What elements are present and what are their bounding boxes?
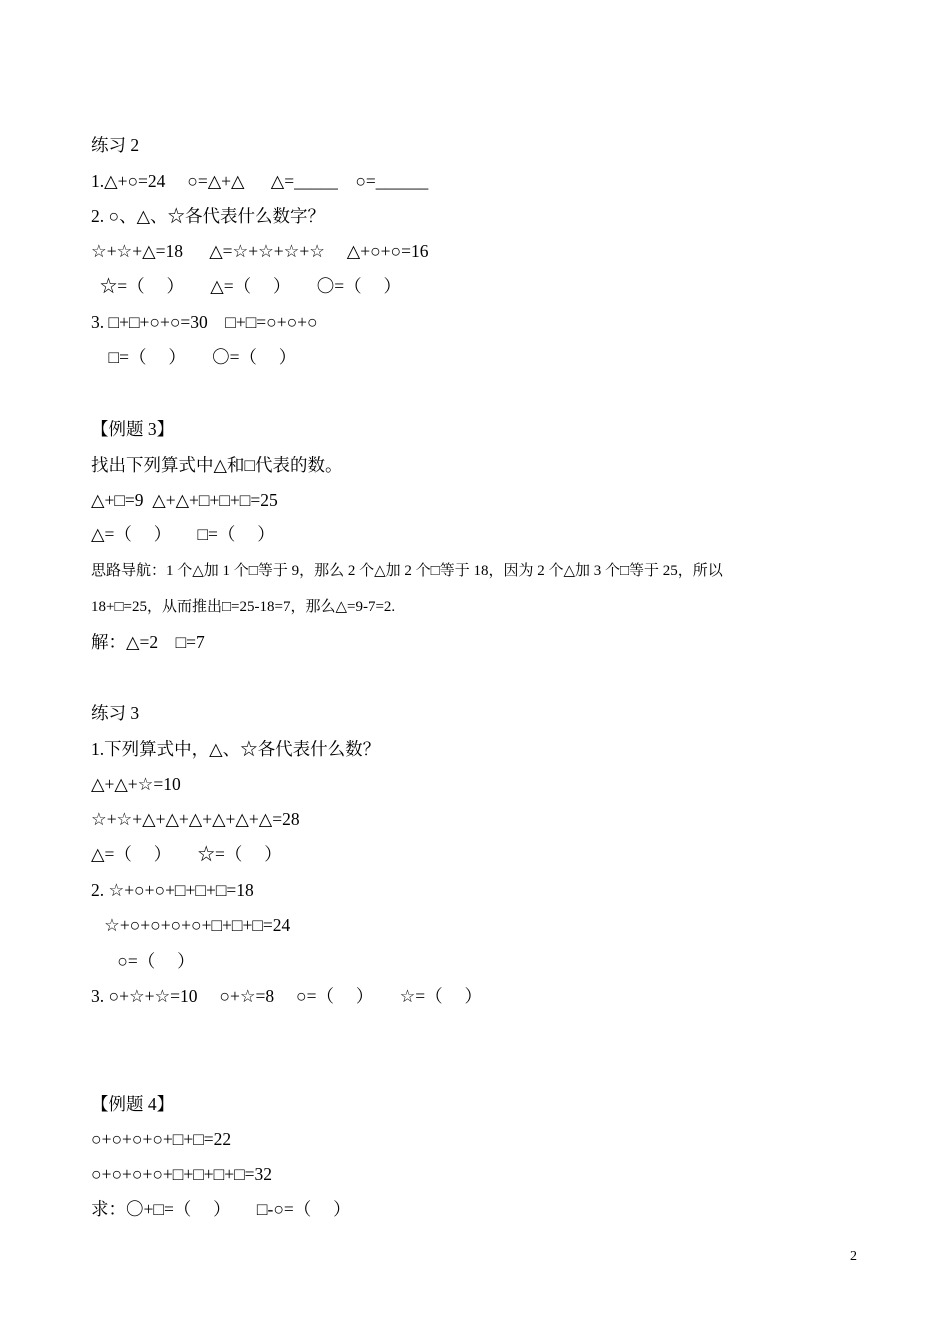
practice-2-question-1: 1.△+○=24 ○=△+△ △=_____ ○=______	[91, 171, 429, 191]
example-3-answers: △=（ ） □=（ ）	[91, 524, 275, 544]
example-4-equation-1: ○+○+○+○+□+□=22	[91, 1129, 232, 1149]
practice-3-question-1: 1.下列算式中，△、☆各代表什么数？	[91, 739, 381, 759]
example-4-title: 【例题 4】	[91, 1094, 175, 1114]
practice-3-title: 练习 3	[91, 703, 140, 723]
practice-3-equation-1: △+△+☆=10	[91, 774, 181, 794]
practice-3-question-2-equation: ☆+○+○+○+○+□+□+□=24	[91, 915, 291, 935]
practice-3-question-3: 3. ○+☆+☆=10 ○+☆=8 ○=（ ） ☆=（ ）	[91, 986, 483, 1006]
practice-3-equation-2: ☆+☆+△+△+△+△+△+△=28	[91, 809, 300, 829]
example-3-hint-line-2: 18+□=25，从而推出□=25-18=7，那么△=9-7=2.	[91, 599, 396, 615]
practice-3-question-1-answers: △=（ ） ☆=（ ）	[91, 844, 282, 864]
practice-2-question-3: 3. □+□+○+○=30 □+□=○+○+○	[91, 312, 318, 332]
example-3-hint-line-1: 思路导航：1 个△加 1 个□等于 9，那么 2 个△加 2 个□等于 18，因为 2 个△加 3 个□等于 25，所以	[91, 563, 723, 579]
practice-2-question-2: 2. ○、△、☆各代表什么数字？	[91, 206, 326, 226]
practice-2-question-2-answers: ☆=（ ） △=（ ） 〇=（ ）	[91, 276, 401, 296]
example-3-solution: 解：△=2 □=7	[91, 632, 205, 652]
example-4-question: 求：〇+□=（ ） □-○=（ ）	[91, 1199, 351, 1219]
example-4-equation-2: ○+○+○+○+□+□+□+□=32	[91, 1164, 273, 1184]
page-number: 2	[850, 1249, 857, 1264]
practice-2-question-2-equations: ☆+☆+△=18 △=☆+☆+☆+☆ △+○+○=16	[91, 241, 429, 261]
practice-2-title: 练习 2	[91, 135, 140, 155]
example-3-equations: △+□=9 △+△+□+□+□=25	[91, 490, 278, 510]
example-3-prompt: 找出下列算式中△和□代表的数。	[91, 455, 343, 475]
practice-3-question-2-answer: ○=（ ）	[91, 951, 195, 971]
example-3-title: 【例题 3】	[91, 419, 175, 439]
practice-3-question-2: 2. ☆+○+○+□+□+□=18	[91, 880, 254, 900]
practice-2-question-3-answers: □=（ ） 〇=（ ）	[91, 347, 297, 367]
